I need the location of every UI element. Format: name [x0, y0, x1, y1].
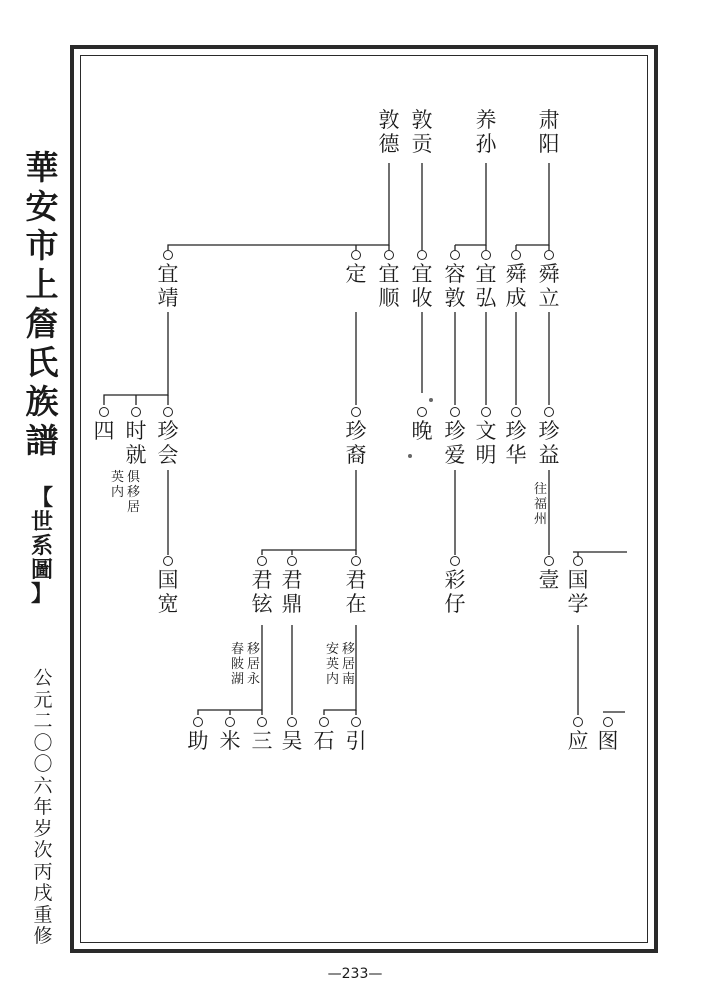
- person-guokuan: 国 宽: [157, 568, 179, 616]
- note-column: 移 居 永: [246, 642, 260, 687]
- node-circle: [351, 407, 361, 417]
- person-shijiu: 时 就: [125, 419, 147, 467]
- note-column: 安 英 内: [325, 642, 339, 687]
- node-circle: [481, 250, 491, 260]
- node-circle: [257, 556, 267, 566]
- note-column: 往 福 州: [533, 482, 547, 527]
- node-circle: [481, 407, 491, 417]
- person-mi: 米: [219, 729, 241, 753]
- node-circle: [99, 407, 109, 417]
- person-yin: 引: [345, 729, 367, 753]
- node-circle: [573, 556, 583, 566]
- node-circle: [573, 717, 583, 727]
- person-zhenyi: 珍 益: [538, 419, 560, 467]
- person-zhenhui: 珍 会: [157, 419, 179, 467]
- person-zhenai: 珍 爱: [444, 419, 466, 467]
- note-column: 移 居 南: [341, 642, 355, 687]
- book-title: 華 安 市 上 詹 氏 族 譜: [25, 148, 59, 460]
- node-circle: [450, 556, 460, 566]
- node-circle: [257, 717, 267, 727]
- person-shuncheng: 舜 成: [505, 262, 527, 310]
- node-circle: [225, 717, 235, 727]
- person-yijing: 宜 靖: [157, 262, 179, 310]
- person-zhenshang: 珍 裔: [345, 419, 367, 467]
- node-circle: [287, 556, 297, 566]
- node-circle: [417, 250, 427, 260]
- person-tu: 图: [597, 729, 619, 753]
- node-circle: [351, 556, 361, 566]
- node-circle: [163, 250, 173, 260]
- node-circle: [603, 717, 613, 727]
- person-guoxue: 国 学: [567, 568, 589, 616]
- person-si: 四: [93, 419, 115, 443]
- node-circle: [450, 250, 460, 260]
- node-circle: [511, 407, 521, 417]
- person-wu: 吴: [281, 729, 303, 753]
- person-shi: 石: [313, 729, 335, 753]
- person-junding: 君 鼎: [281, 568, 303, 616]
- node-circle: [384, 250, 394, 260]
- person-ding: 定: [345, 262, 367, 286]
- node-circle: [511, 250, 521, 260]
- node-circle: [287, 717, 297, 727]
- person-san: 三: [251, 729, 273, 753]
- node-circle: [544, 250, 554, 260]
- note-column: 英 内: [110, 470, 124, 500]
- person-dunde: 敦 德: [378, 108, 400, 156]
- person-zhu: 助: [187, 729, 209, 753]
- node-circle: [131, 407, 141, 417]
- line-yangsun: [455, 163, 486, 245]
- person-yihong: 宜 弘: [475, 262, 497, 310]
- node-circle: [351, 717, 361, 727]
- person-wenming: 文 明: [475, 419, 497, 467]
- person-zhenhua: 珍 华: [505, 419, 527, 467]
- node-circle: [193, 717, 203, 727]
- person-junzai: 君 在: [345, 568, 367, 616]
- person-junxuan: 君 铉: [251, 568, 273, 616]
- node-circle: [163, 556, 173, 566]
- page-number: —233—: [327, 966, 383, 982]
- scan-speck: [429, 398, 433, 402]
- node-circle: [544, 556, 554, 566]
- person-yishun: 宜 顺: [378, 262, 400, 310]
- node-circle: [544, 407, 554, 417]
- person-dungong: 敦 贡: [411, 108, 433, 156]
- line-suyang: [516, 163, 549, 245]
- scan-speck: [408, 454, 412, 458]
- person-wan: 晚: [411, 419, 433, 443]
- person-caizi: 彩 仔: [444, 568, 466, 616]
- person-yishou: 宜 收: [411, 262, 433, 310]
- person-yangsun: 养 孙: [475, 108, 497, 156]
- edition-note: 公 元 二 〇 〇 六 年 岁 次 丙 戌 重 修: [33, 667, 53, 947]
- line-dunde: [168, 163, 389, 250]
- node-circle: [319, 717, 329, 727]
- node-circle: [351, 250, 361, 260]
- person-suyang: 肃 阳: [538, 108, 560, 156]
- node-circle: [417, 407, 427, 417]
- section-title: 【 世 系 圖 】: [30, 485, 53, 607]
- note-column: 俱 移 居: [126, 470, 140, 515]
- note-column: 春 陂 湖: [230, 642, 244, 687]
- person-ying: 应: [567, 729, 589, 753]
- node-circle: [450, 407, 460, 417]
- node-circle: [163, 407, 173, 417]
- person-yi: 壹: [538, 568, 560, 592]
- person-rongdun: 容 敦: [444, 262, 466, 310]
- person-shunli: 舜 立: [538, 262, 560, 310]
